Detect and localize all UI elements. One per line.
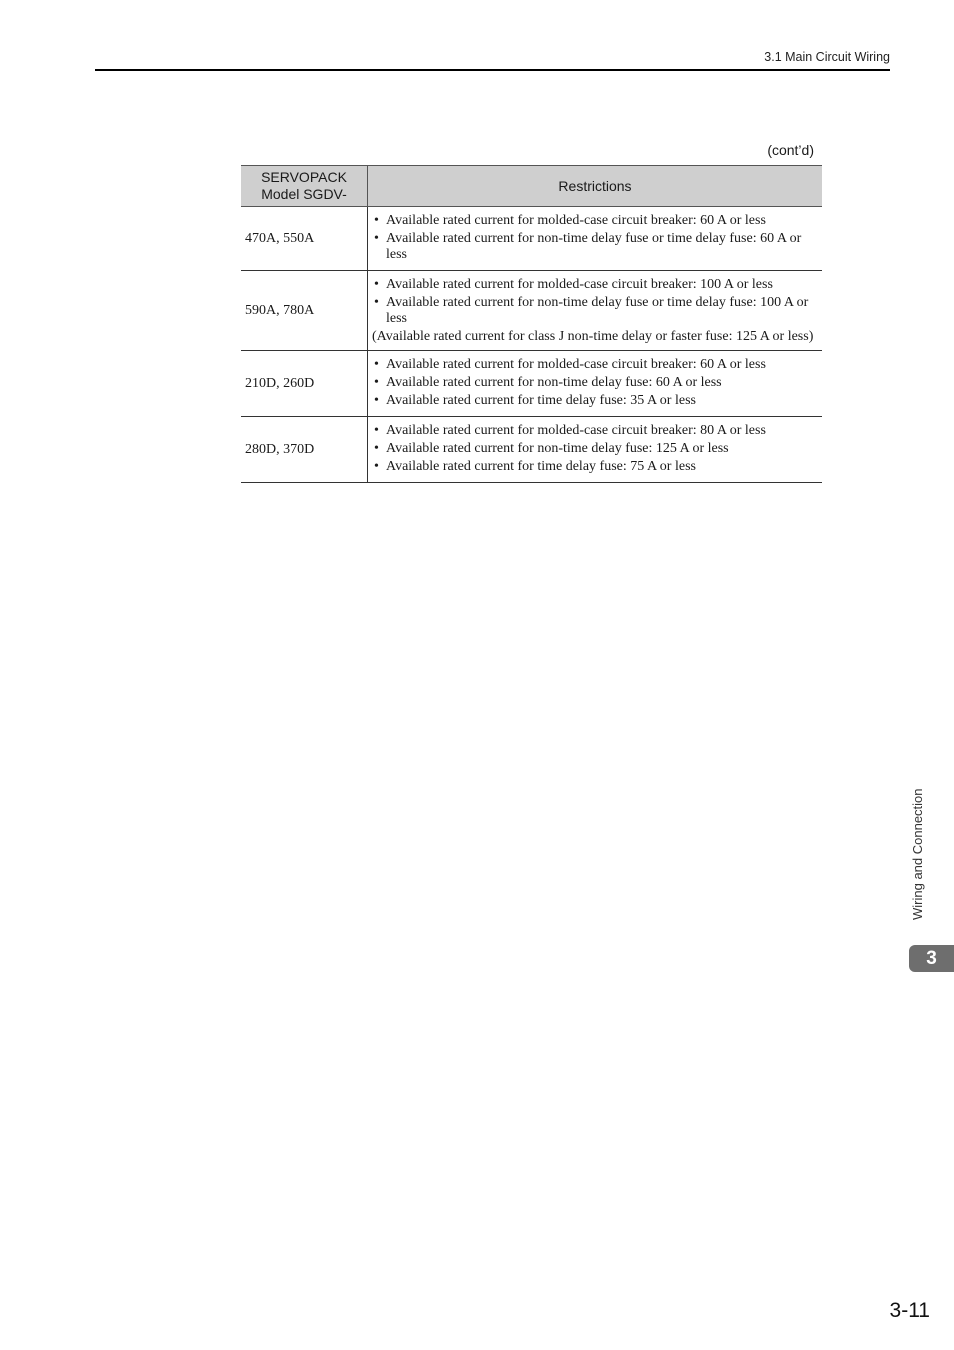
list-item: • Available rated current for molded-case circuit breaker: 80 A or less: [372, 423, 818, 439]
table-row: [241, 417, 822, 483]
list-item: • Available rated current for molded-case circuit breaker: 100 A or less: [372, 277, 818, 293]
header-restrictions: Restrictions: [368, 166, 823, 207]
header-rule: [95, 69, 890, 71]
list-item: • Available rated current for non-time delay fuse: 125 A or less: [372, 441, 818, 457]
table-row: [241, 351, 822, 417]
continued-label: (cont’d): [767, 142, 814, 158]
model-cell: 470A, 550A: [241, 207, 368, 271]
restriction-list: [372, 277, 818, 327]
restrictions-cell: [368, 271, 823, 351]
list-item: • Available rated current for time delay fuse: 75 A or less: [372, 459, 818, 475]
list-item: • Available rated current for non-time delay fuse: 60 A or less: [372, 375, 818, 391]
restrictions-cell: [368, 351, 823, 417]
header-model: SERVOPACK Model SGDV-: [241, 166, 368, 207]
list-item: • Available rated current for time delay fuse: 35 A or less: [372, 393, 818, 409]
restrictions-cell: [368, 417, 823, 483]
list-item: • Available rated current for molded-case circuit breaker: 60 A or less: [372, 357, 818, 373]
model-cell: 210D, 260D: [241, 351, 368, 417]
side-tab-label: Wiring and Connection: [910, 788, 925, 920]
chapter-tab: 3: [909, 945, 954, 972]
model-cell: 590A, 780A: [241, 271, 368, 351]
table-body: [241, 207, 822, 483]
page-number: 3-11: [889, 1299, 930, 1322]
restriction-note: (Available rated current for class J non-time delay or faster fuse: 125 A or less): [372, 329, 814, 344]
list-item: • Available rated current for non-time delay fuse or time delay fuse: 100 A or less: [372, 295, 818, 327]
restrictions-table: [241, 165, 822, 483]
restriction-list: [372, 213, 818, 263]
running-header: 3.1 Main Circuit Wiring: [764, 50, 890, 64]
table-row: [241, 271, 822, 351]
restriction-list: [372, 357, 818, 409]
table-header-row: [241, 166, 822, 207]
restriction-list: [372, 423, 818, 475]
list-item: • Available rated current for non-time delay fuse or time delay fuse: 60 A or less: [372, 231, 818, 263]
table-row: [241, 207, 822, 271]
restrictions-cell: [368, 207, 823, 271]
model-cell: 280D, 370D: [241, 417, 368, 483]
list-item: • Available rated current for molded-case circuit breaker: 60 A or less: [372, 213, 818, 229]
